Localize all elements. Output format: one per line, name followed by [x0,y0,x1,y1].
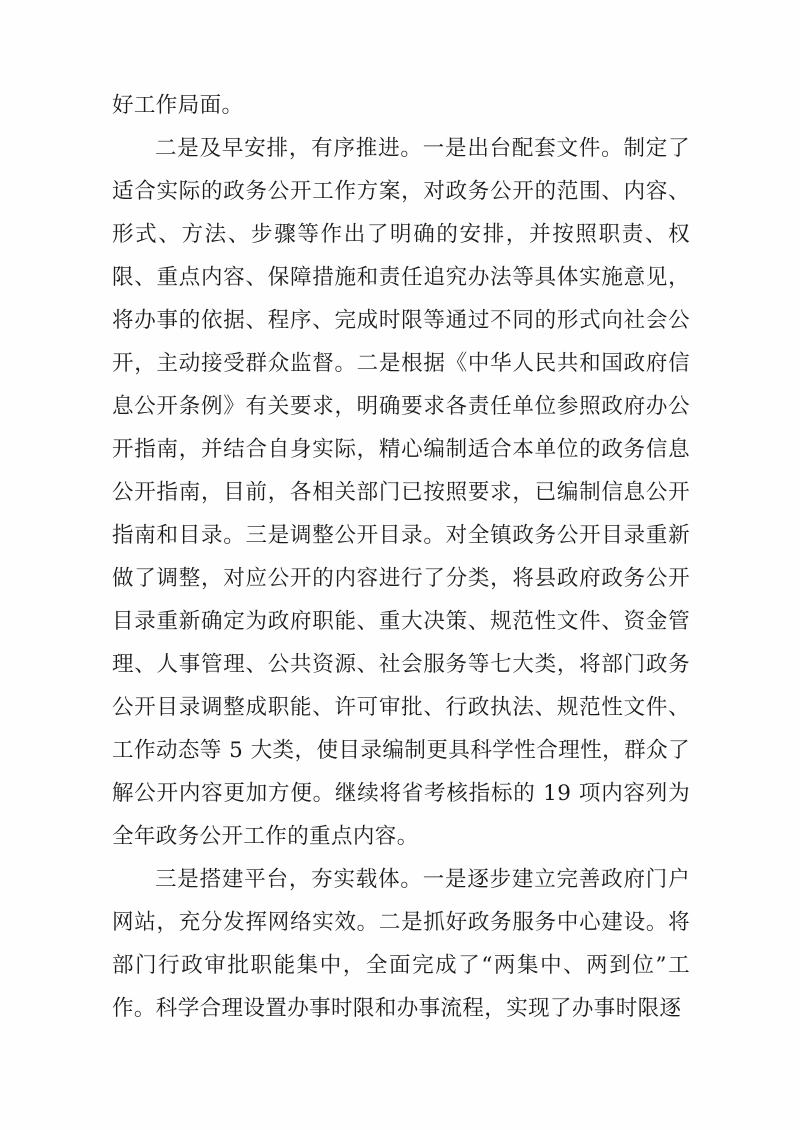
paragraph-1: 好工作局面。 [112,93,244,118]
paragraph-3: 三是搭建平台，夯实载体。一是逐步建立完善政府门户网站，充分发挥网络实效。二是抓好政务服务中心建设。将部门行政审批职能集中，全面完成了“两集中、两到位”工作。科学合理设置办事时限和办事流程，实现了办事时限逐 [112,867,690,1021]
paragraph-2: 二是及早安排，有序推进。一是出台配套文件。制定了适合实际的政务公开工作方案，对政务公开的范围、内容、形式、方法、步骤等作出了明确的安排，并按照职责、权限、重点内容、保障措施和责任追究办法等具体实施意见，将办事的依据、程序、完成时限等通过不同的形式向社会公开，主动接受群众监督。二是根据《中华人民共和国政府信息公开条例》有关要求，明确要求各责任单位参照政府办公开指南，并结合自身实际，精心编制适合本单位的政务信息公开指南，目前，各相关部门已按照要求，已编制信息公开指南和目录。三是调整公开目录。对全镇政务公开目录重新做了调整，对应公开的内容进行了分类，将县政府政务公开目录重新确定为政府职能、重大决策、规范性文件、资金管理、人事管理、公共资源、社会服务等七大类，将部门政务公开目录调整成职能、许可审批、行政执法、规范性文件、工作动态等 5 大类，使目录编制更具科学性合理性，群众了解公开内容更加方便。继续将省考核指标的 19 项内容列为全年政务公开工作的重点内容。 [112,136,690,849]
document-body [112,84,690,1030]
